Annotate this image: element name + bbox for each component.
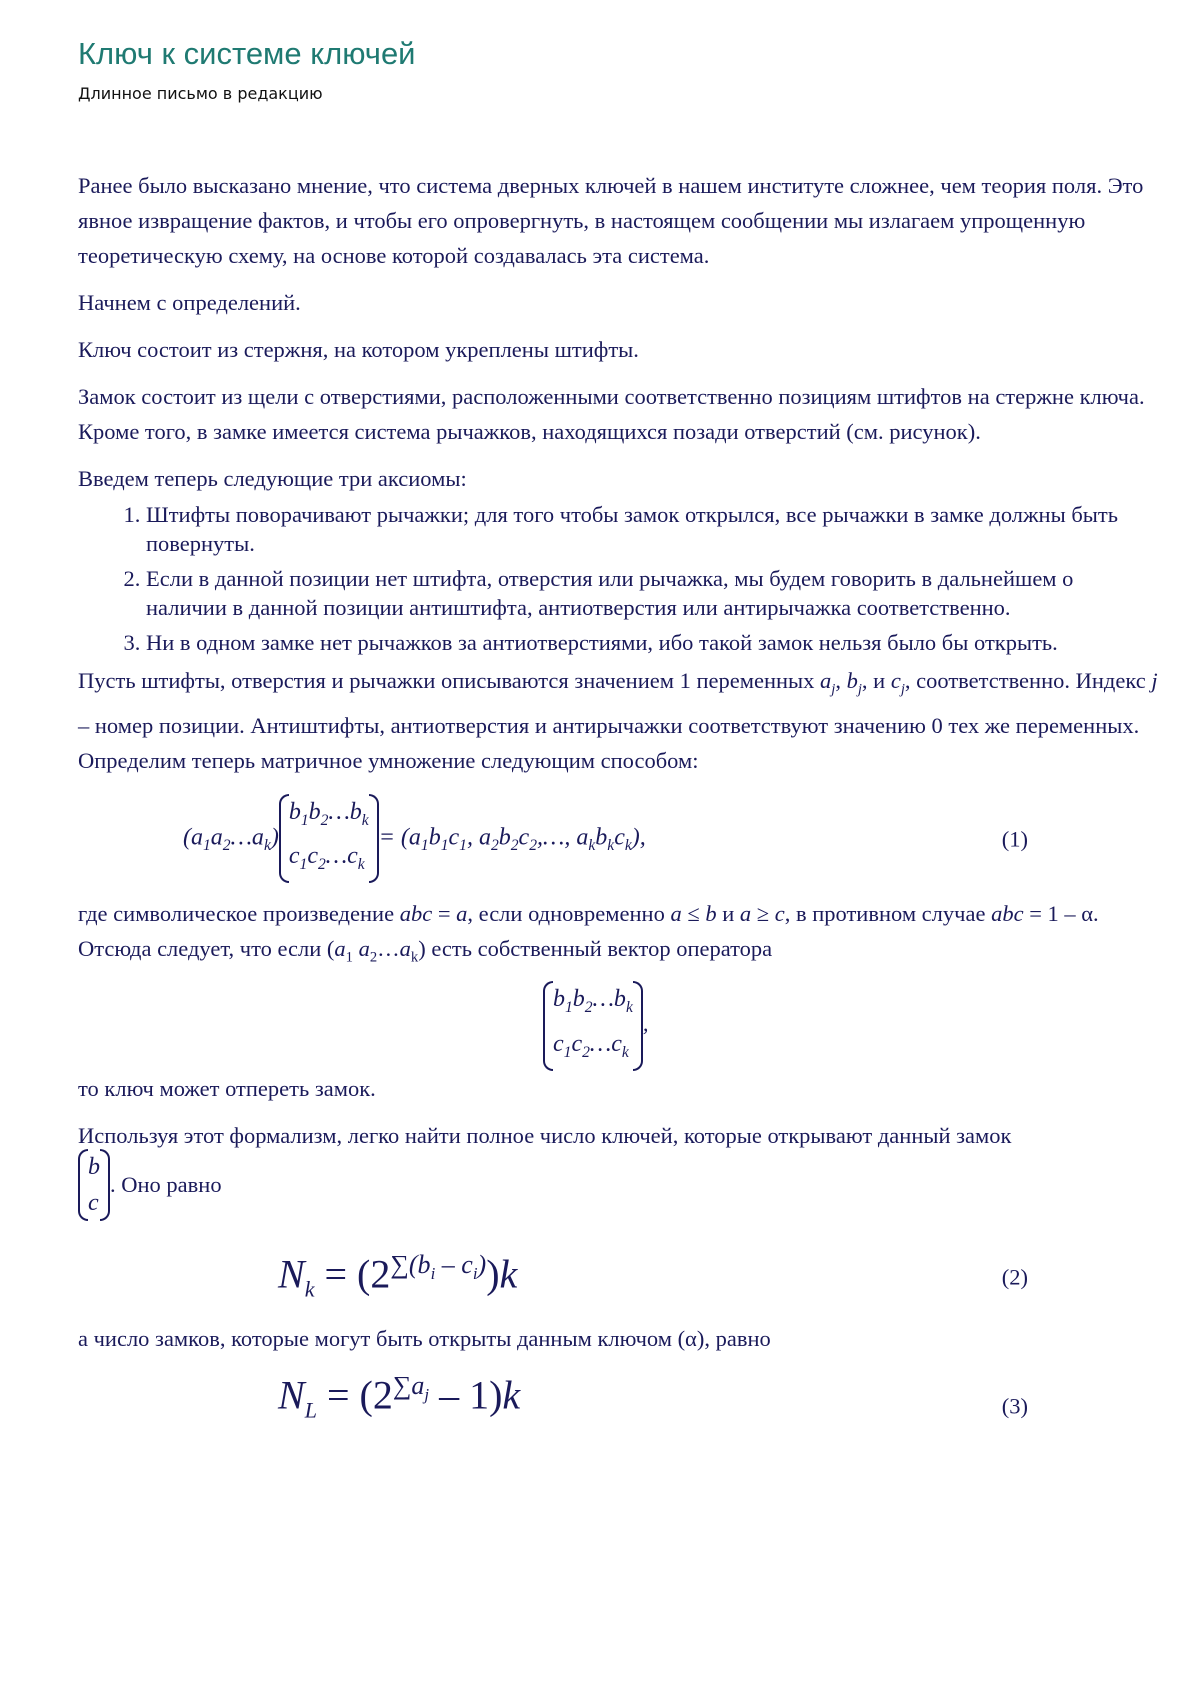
paragraph-definitions: Начнем с определений. bbox=[78, 290, 301, 315]
paragraph-unlock: то ключ может отпереть замок. bbox=[78, 1076, 376, 1101]
paragraph-formalism: Используя этот формализм, легко найти полное число ключей, которые открывают данный замок b c . Оно равно bbox=[78, 1118, 1158, 1221]
equation-3: $N_L = (2^{\sum a_j} - 1)k$ (3) bbox=[278, 1371, 1028, 1423]
equation-number: (1) bbox=[1001, 826, 1028, 851]
paragraph-key: Ключ состоит из стержня, на котором укреплены штифты. bbox=[78, 337, 639, 362]
equation-number: (2) bbox=[1001, 1264, 1028, 1290]
operator-matrix: $b_1b_2\dots b_k$ $c_1c_2\dots c_k$ , bbox=[78, 981, 1158, 1063]
equation-number: (3) bbox=[1001, 1393, 1028, 1419]
paragraph-axioms-intro: Введем теперь следующие три аксиомы: bbox=[78, 466, 467, 491]
equation-1: $(a_1a_2\dots a_k)$ $b_1b_2\dots b_k$ $c_1c_2\dots c_k$ = ($a_1b_1c_1$, $a_2b_2c_2,\dots$, $a_kb_kc_k$), (1) bbox=[78, 790, 1158, 888]
axiom-item: 3. Ни в одном замке нет рычажков за антиотверстиями, ибо такой замок нельзя было бы открыть. bbox=[146, 628, 1158, 657]
axiom-item: 2. Если в данной позиции нет штифта, отверстия или рычажка, мы будем говорить в дальнейшем о наличии в данной позиции антиштифта, антиотверстия или антирычажка соответственно. bbox=[146, 564, 1158, 622]
page-title: Ключ к системе ключей bbox=[78, 36, 416, 71]
paragraph-locks-count: а число замков, которые могут быть открыты данным ключом (α), равно bbox=[78, 1326, 771, 1351]
paragraph-lock: Замок состоит из щели с отверстиями, расположенными соответственно позициям штифтов на стержне ключа. Кроме того, в замке имеется система рычажков, находящихся позади отверстий (см. рисунок). bbox=[78, 384, 1145, 444]
axiom-item: 1. Штифты поворачивают рычажки; для того чтобы замок открылся, все рычажки в замке должны быть повернуты. bbox=[146, 500, 1158, 558]
paragraph-product: где символическое произведение abc = a, если одновременно a ≤ b и a ≥ c, в противном случае abc = 1 – α. Отсюда следует, что если ($a_1$ $a_2\dots a_k$) есть собственный вектор оператора bbox=[78, 900, 1099, 965]
paragraph-intro: Ранее было высказано мнение, что система дверных ключей в нашем институте сложнее, чем теория поля. Это явное извращение фактов, и чтобы его опровергнуть, в настоящем сообщении мы излагаем упрощенную теоретическую схему, на основе которой создавалась эта система. bbox=[78, 173, 1144, 268]
paragraph-variables: Пусть штифты, отверстия и рычажки описываются значением 1 переменных $a_j$, $b_j$, и $c_j$, соответственно. Индекс j – номер позиции. Антиштифты, антиотверстия и антирычажки соответствуют значению 0 тех же переменных. Определим теперь матричное умножение следующим способом: bbox=[78, 668, 1158, 773]
article-body bbox=[78, 168, 1158, 1444]
page-subtitle: Длинное письмо в редакцию bbox=[78, 84, 323, 103]
axioms-list bbox=[78, 500, 1158, 657]
equation-2: $N_k = (2^{\sum(b_i - c_i)})k$ (2) bbox=[278, 1250, 1028, 1302]
